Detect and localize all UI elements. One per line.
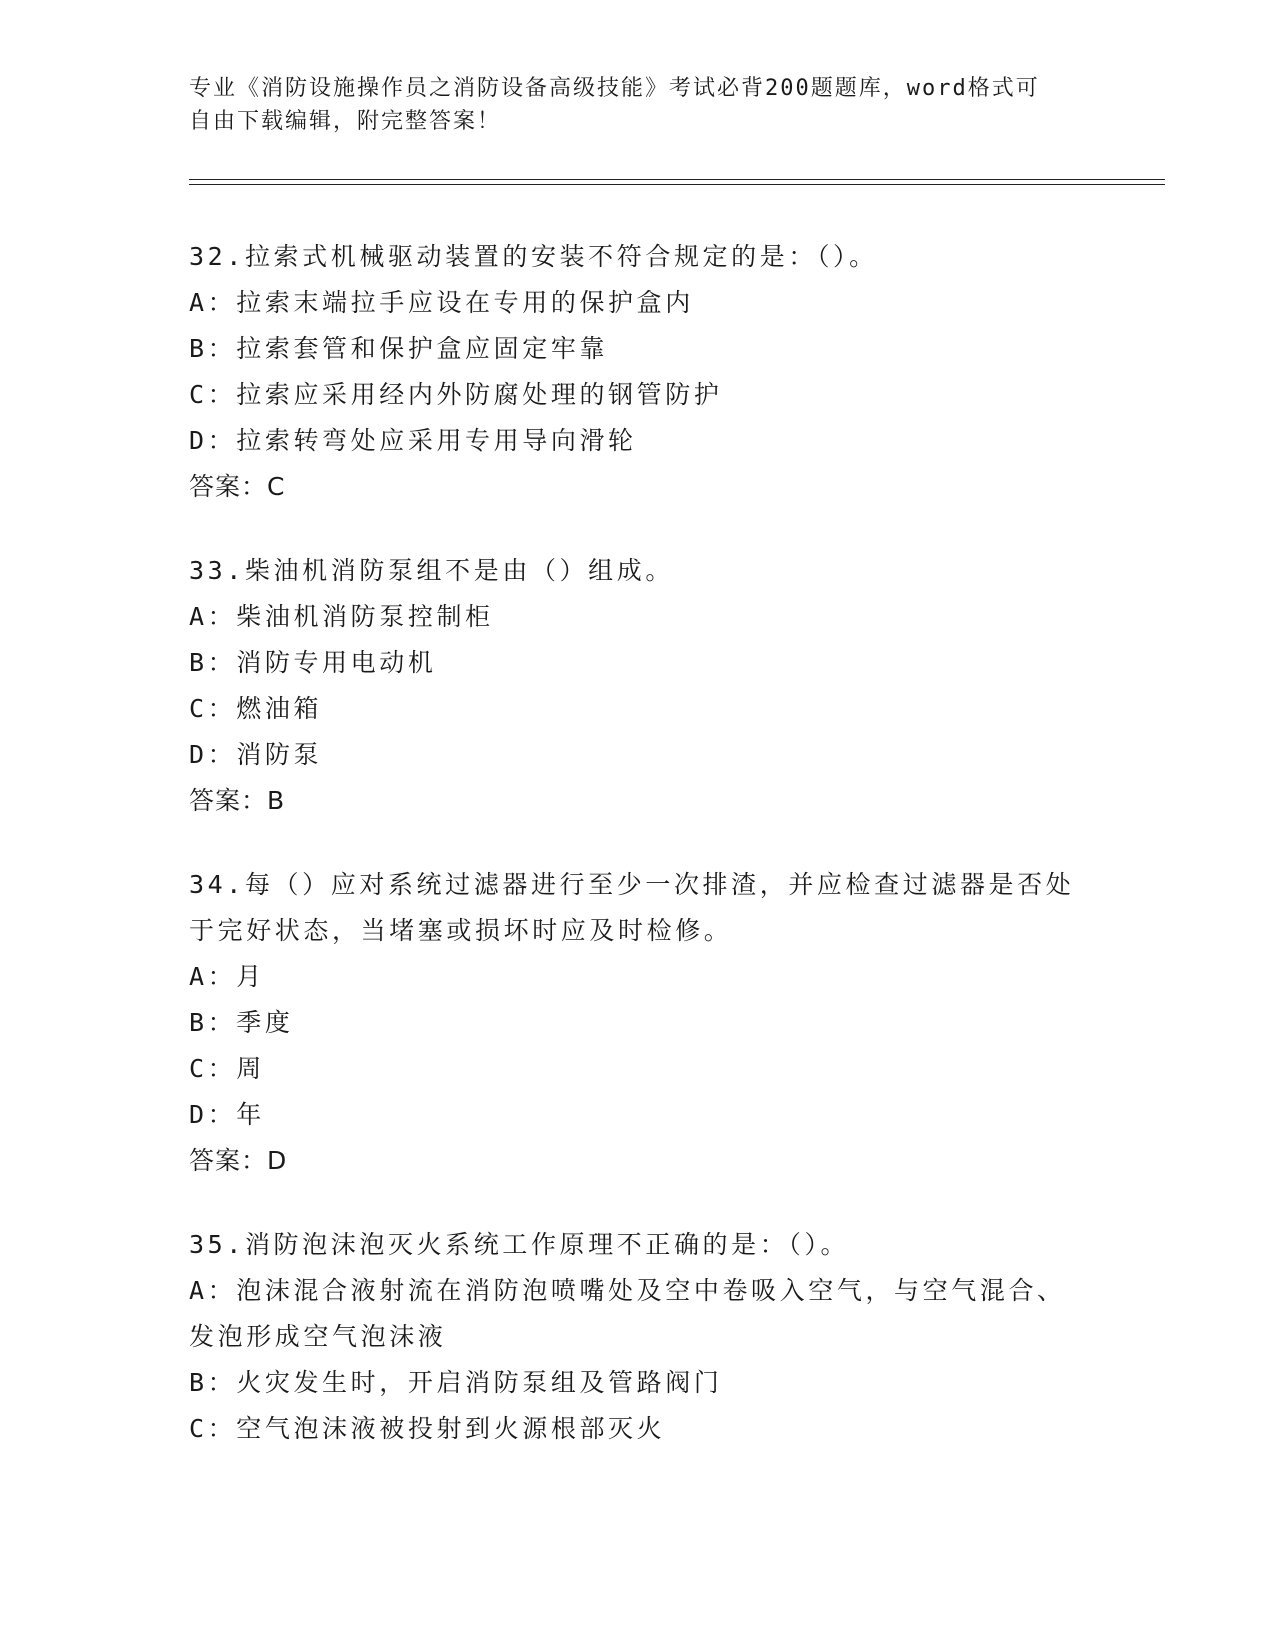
answer-key: 答案：B	[189, 786, 286, 815]
question-stem: 35.消防泡沫泡灭火系统工作原理不正确的是：（）。	[189, 1230, 850, 1259]
question-block	[189, 234, 1089, 510]
answer-option: D：年	[189, 1100, 265, 1129]
question-stem: 32.拉索式机械驱动装置的安装不符合规定的是：（）。	[189, 242, 878, 271]
answer-option: B：拉索套管和保护盒应固定牢靠	[189, 334, 609, 363]
header-divider-top	[189, 179, 1165, 180]
answer-option: B：消防专用电动机	[189, 648, 437, 677]
header-line-2: 自由下载编辑，附完整答案！	[189, 109, 502, 134]
answer-option: C：拉索应采用经内外防腐处理的钢管防护	[189, 380, 723, 409]
answer-option: A：月	[189, 962, 265, 991]
answer-option: C：空气泡沫液被投射到火源根部灭火	[189, 1414, 666, 1443]
answer-option: A：柴油机消防泵控制柜	[189, 602, 494, 631]
question-block	[189, 862, 1089, 1184]
answer-option: C：周	[189, 1054, 265, 1083]
question-stem: 于完好状态，当堵塞或损坏时应及时检修。	[189, 916, 733, 945]
document-header	[189, 72, 1089, 138]
answer-option: B：季度	[189, 1008, 294, 1037]
answer-option: C：燃油箱	[189, 694, 323, 723]
answer-option: D：拉索转弯处应采用专用导向滑轮	[189, 426, 637, 455]
header-divider-bottom	[189, 184, 1165, 185]
header-line-1: 专业《消防设施操作员之消防设备高级技能》考试必背200题题库，word格式可	[189, 76, 1040, 101]
question-block	[189, 548, 1089, 824]
answer-option: A：拉索末端拉手应设在专用的保护盒内	[189, 288, 694, 317]
question-list	[189, 234, 1089, 1490]
answer-option: D：消防泵	[189, 740, 323, 769]
question-stem: 33.柴油机消防泵组不是由（）组成。	[189, 556, 674, 585]
answer-option: 发泡形成空气泡沫液	[189, 1322, 447, 1351]
answer-key: 答案：D	[189, 1146, 288, 1175]
answer-option: A：泡沫混合液射流在消防泡喷嘴处及空中卷吸入空气，与空气混合、	[189, 1276, 1066, 1305]
question-block	[189, 1222, 1089, 1452]
answer-option: B：火灾发生时，开启消防泵组及管路阀门	[189, 1368, 723, 1397]
answer-key: 答案：C	[189, 472, 286, 501]
question-stem: 34.每（）应对系统过滤器进行至少一次排渣，并应检查过滤器是否处	[189, 870, 1075, 899]
